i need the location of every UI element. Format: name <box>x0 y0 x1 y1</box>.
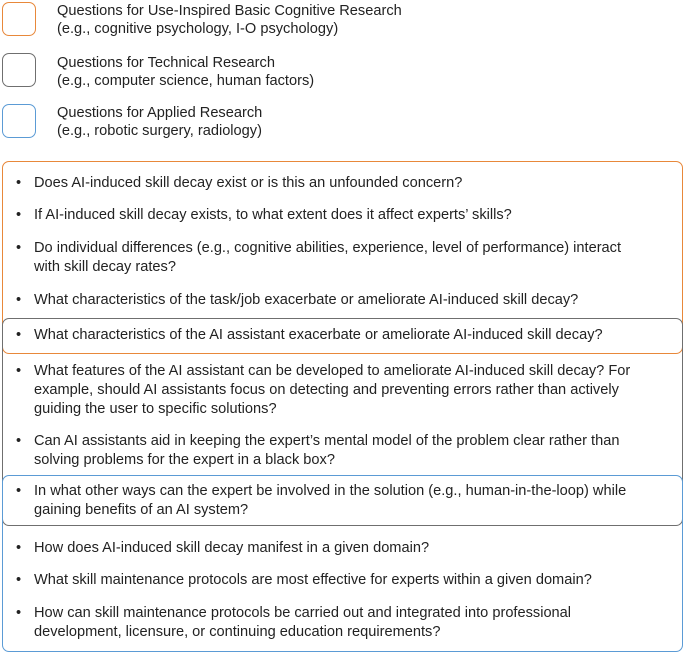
bullet-icon: • <box>16 207 22 223</box>
bullet-icon: • <box>16 483 22 499</box>
bullet-icon: • <box>16 240 22 256</box>
bullet-icon: • <box>16 175 22 191</box>
legend-basic-research <box>2 2 642 42</box>
bullet-icon: • <box>16 363 22 379</box>
bullet-icon: • <box>16 292 22 308</box>
bullet-icon: • <box>16 540 22 556</box>
legend-swatch-basic <box>2 2 36 36</box>
legend-swatch-technical <box>2 53 36 87</box>
legend-label-technical: Questions for Technical Research (e.g., computer science, human factors) <box>57 55 315 89</box>
legend-applied-research <box>2 104 642 144</box>
bullet-icon: • <box>16 605 22 621</box>
legend-label-basic: Questions for Use-Inspired Basic Cognitive Research (e.g., cognitive psychology, I-O psychology) <box>57 3 402 37</box>
bullet-icon: • <box>16 572 22 588</box>
bullet-icon: • <box>16 433 22 449</box>
legend-label-applied: Questions for Applied Research (e.g., robotic surgery, radiology) <box>57 105 263 139</box>
bullet-icon: • <box>16 327 22 343</box>
legend-swatch-applied <box>2 104 36 138</box>
legend-technical-research <box>2 53 642 93</box>
